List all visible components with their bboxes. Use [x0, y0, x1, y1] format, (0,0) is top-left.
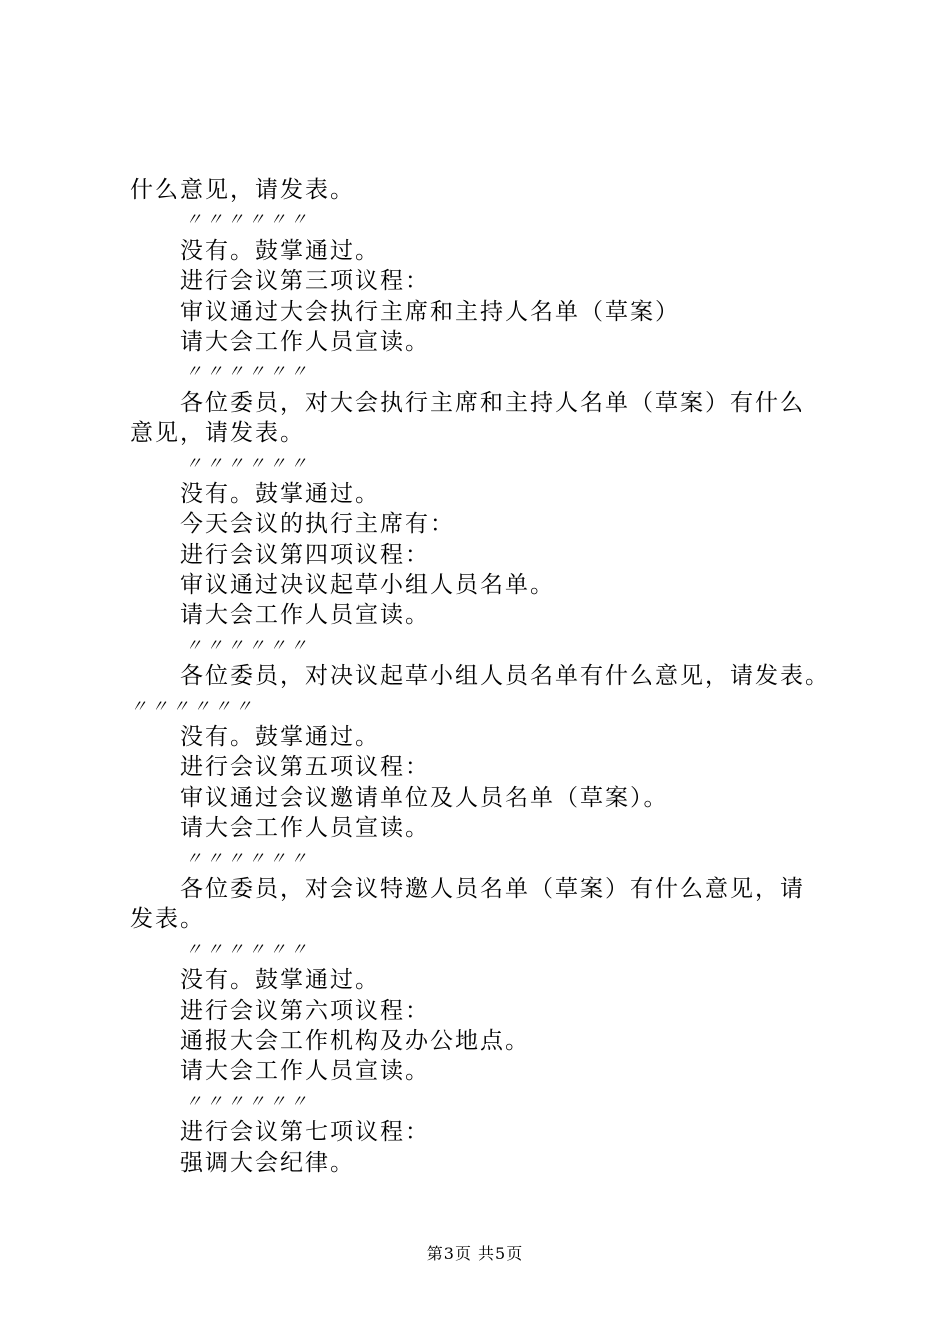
ditto-mark-line: 〃〃〃〃〃〃 [185, 635, 311, 656]
ditto-mark-line: 〃〃〃〃〃〃 [185, 848, 311, 869]
text-line: 进行会议第六项议程： [180, 997, 430, 1024]
text-line: 进行会议第四项议程： [180, 541, 430, 568]
text-line: 请大会工作人员宣读。 [180, 328, 430, 355]
text-line: 意见，请发表。 [130, 420, 305, 447]
text-line: 没有。鼓掌通过。 [180, 237, 380, 264]
text-line: 请大会工作人员宣读。 [180, 815, 430, 842]
ditto-mark-line: 〃〃〃〃〃〃 [130, 696, 256, 717]
text-line: 进行会议第七项议程： [180, 1119, 430, 1146]
ditto-mark-line: 〃〃〃〃〃〃 [185, 453, 311, 474]
document-body [130, 175, 840, 1178]
ditto-mark-line: 〃〃〃〃〃〃 [185, 210, 311, 231]
text-line: 请大会工作人员宣读。 [180, 602, 430, 629]
text-line: 强调大会纪律。 [180, 1149, 355, 1176]
text-line: 没有。鼓掌通过。 [180, 480, 380, 507]
text-line: 请大会工作人员宣读。 [180, 1058, 430, 1085]
text-line: 各位委员，对会议特邀人员名单（草案）有什么意见，请 [180, 875, 805, 902]
text-line: 各位委员，对大会执行主席和主持人名单（草案）有什么 [180, 389, 805, 416]
text-line: 没有。鼓掌通过。 [180, 724, 380, 751]
text-line: 审议通过会议邀请单位及人员名单（草案）。 [180, 784, 669, 811]
text-line: 进行会议第五项议程： [180, 754, 430, 781]
text-line: 审议通过决议起草小组人员名单。 [180, 572, 555, 599]
text-line: 进行会议第三项议程： [180, 268, 430, 295]
ditto-mark-line: 〃〃〃〃〃〃 [185, 939, 311, 960]
text-line: 没有。鼓掌通过。 [180, 967, 380, 994]
text-line: 今天会议的执行主席有： [180, 511, 455, 538]
page-footer: 第3页 共5页 [426, 1244, 524, 1263]
text-line: 什么意见，请发表。 [130, 177, 355, 203]
text-line: 审议通过大会执行主席和主持人名单（草案） [180, 298, 680, 325]
text-line: 通报大会工作机构及办公地点。 [180, 1027, 530, 1054]
ditto-mark-line: 〃〃〃〃〃〃 [185, 362, 311, 383]
ditto-mark-line: 〃〃〃〃〃〃 [185, 1091, 311, 1112]
text-line: 发表。 [130, 906, 205, 933]
text-line: 各位委员，对决议起草小组人员名单有什么意见，请发表。 [180, 663, 830, 690]
